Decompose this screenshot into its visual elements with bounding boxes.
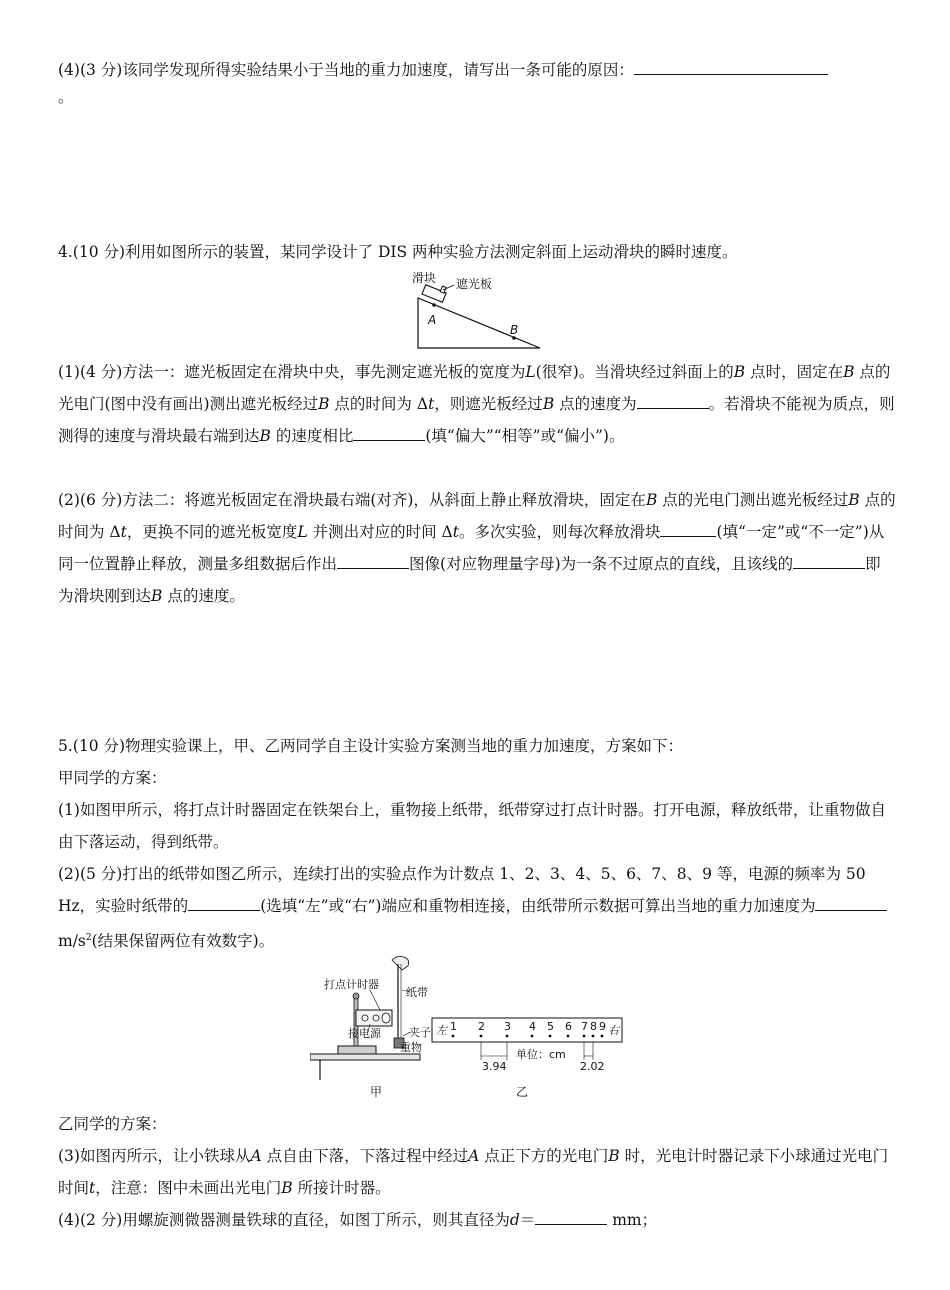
q3-part4: (4)(3 分)该同学发现所得实验结果小于当地的重力加速度，请写出一条可能的原因： 。 — [58, 54, 896, 108]
tape-point-5 — [549, 1035, 552, 1038]
tape-point-8 — [592, 1035, 595, 1038]
tape-point-1 — [452, 1035, 455, 1038]
answer-blank[interactable] — [637, 390, 709, 409]
q3-part4-text: (4)(3 分)该同学发现所得实验结果小于当地的重力加速度，请写出一条可能的原因： — [58, 54, 896, 86]
tape-point-label-9: 9 — [599, 1020, 606, 1033]
answer-blank[interactable] — [815, 892, 887, 911]
label-shade: 遮光板 — [456, 277, 493, 291]
label-power: 接电源 — [348, 1027, 381, 1040]
label-a: A — [428, 313, 437, 327]
tape-point-label-6: 6 — [565, 1020, 572, 1033]
dist-3.94: 3.94 — [482, 1060, 507, 1073]
answer-blank[interactable] — [634, 56, 828, 75]
answer-blank[interactable] — [337, 550, 409, 569]
q5-yi: 乙同学的方案： (3)如图丙所示，让小铁球从A 点自由下落，下落过程中经过A 点正下方的光电门B 时，光电计时器记录下小球通过光电门时间t，注意：图中未画出光电门B 所接计时器。 (4)(2 分)用螺旋测微器测量铁球的直径，如图丁所示，则其直径为d＝ mm； — [58, 1115, 889, 1229]
tape-point-6 — [567, 1035, 570, 1038]
q4-incline-figure — [404, 266, 554, 352]
label-b: B — [510, 323, 519, 337]
answer-blank[interactable] — [660, 518, 716, 537]
answer-blank[interactable] — [188, 892, 260, 911]
label-slider: 滑块 — [412, 271, 437, 285]
q4-part2: (2)(6 分)方法二：将遮光板固定在滑块最右端(对齐)，从斜面上静止释放滑块，固定在B 点的光电门测出遮光板经过B 点的时间为 Δt，更换不同的遮光板宽度L 并测出对应的时间 Δt。多次实验，则每次释放滑块 (填“一定”或“不一定”)从同一位置静止释放，测量多组数据后作出 图像(对应物理量字母)为一条不过原点的直线，且该线的 即为滑块刚到达B 点的速度。 — [58, 491, 896, 605]
tape-point-label-4: 4 — [529, 1020, 536, 1033]
tape-point-label-3: 3 — [504, 1020, 511, 1033]
tape-point-label-8: 8 — [590, 1020, 597, 1033]
label-left: 左 — [436, 1024, 447, 1037]
tape-unit: 单位：cm — [516, 1048, 566, 1061]
label-tape: 纸带 — [406, 986, 428, 999]
label-weight: 重物 — [400, 1041, 422, 1054]
answer-blank[interactable] — [793, 550, 865, 569]
incline-triangle — [418, 298, 540, 348]
tape-point-label-7: 7 — [581, 1020, 588, 1033]
tape-point-3 — [506, 1035, 509, 1038]
label-clip: 夹子 — [409, 1026, 431, 1039]
answer-blank[interactable] — [353, 422, 425, 441]
tape-point-9 — [601, 1035, 604, 1038]
tape-point-label-5: 5 — [547, 1020, 554, 1033]
label-yi: 乙 — [516, 1085, 529, 1099]
label-jia: 甲 — [370, 1085, 383, 1099]
point-a — [432, 303, 436, 307]
label-right: 右 — [608, 1024, 619, 1037]
tape-point-4 — [531, 1035, 534, 1038]
q5-intro: 5.(10 分)物理实验课上，甲、乙两同学自主设计实验方案测当地的重力加速度，方案如下： 甲同学的方案： (1)如图甲所示，将打点计时器固定在铁架台上，重物接上纸带，纸带穿过打点计时器。打开电源，释放纸带，让重物做自由下落运动，得到纸带。 (2)(5 分)打出的纸带如图乙所示，连续打出的实验点作为计数点 1、2、3、4、5、6、7、8、9 等，电源的频率为 50 Hz，实验时纸带的 (选填“左”或“右”)端应和重物相连接，由纸带所示数据可算出当地的重力加速度为 $m/s^2$(结果保留两位有效数字)。 — [58, 737, 886, 951]
tape-point-label-2: 2 — [478, 1020, 485, 1033]
answer-blank[interactable] — [535, 1206, 607, 1225]
q5-apparatus-figure — [310, 950, 640, 1100]
q4-intro: 4.(10 分)利用如图所示的装置，某同学设计了 DIS 两种实验方法测定斜面上运动滑块的瞬时速度。 — [58, 243, 738, 261]
tape-point-label-1: 1 — [450, 1020, 457, 1033]
label-timer: 打点计时器 — [324, 978, 379, 991]
q4-part1: (1)(4 分)方法一：遮光板固定在滑块中央，事先测定遮光板的宽度为L(很窄)。当滑块经过斜面上的B 点时，固定在B 点的光电门(图中没有画出)测出遮光板经过B 点的时间为 Δt，则遮光板经过B 点的速度为 。若滑块不能视为质点，则测得的速度与滑块最右端到达B 的速度相比 (填“偏大”“相等”或“偏小”)。 — [58, 363, 895, 445]
dist-2.02: 2.02 — [580, 1060, 605, 1073]
tape-point-2 — [480, 1035, 483, 1038]
hand-icon — [392, 956, 409, 970]
tape-point-7 — [583, 1035, 586, 1038]
